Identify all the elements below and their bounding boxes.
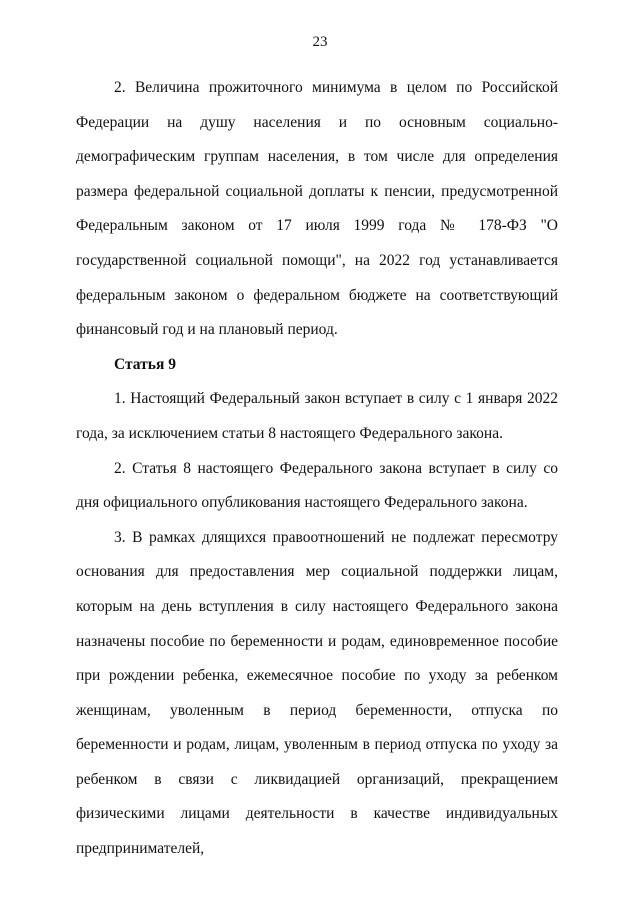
page-number: 23 — [312, 34, 328, 50]
section-2-paragraph: 2. Величина прожиточного минимума в целом по Российской Федерации на душу населения и по основным социально-демографическим группам населения, в том числе для определения размера федеральной социальной доплаты к пенсии, предусмотренной Федеральным законом от 17 июля 1999 года № 178-ФЗ "О государственной социальной помощи", на 2022 год устанавливается федеральным законом о федеральном бюджете на соответствующий финансовый год и на плановый период. — [76, 79, 558, 339]
document-body — [76, 71, 558, 867]
article-9-paragraph-1: 1. Настоящий Федеральный закон вступает в силу с 1 января 2022 года, за исключением статьи 8 настоящего Федерального закона. — [76, 390, 558, 442]
article-9-paragraph-2: 2. Статья 8 настоящего Федерального закона вступает в силу со дня официального опубликования настоящего Федерального закона. — [76, 459, 558, 512]
article-9-heading: Статья 9 — [114, 355, 176, 373]
article-9-paragraph-3: 3. В рамках длящихся правоотношений не подлежат пересмотру основания для предоставления мер социальной поддержки лицам, которым на день вступления в силу настоящего Федерального закона назначены пособие по беременности и родам, единовременное пособие при рождении ребенка, ежемесячное пособие по уходу за ребенком женщинам, уволенным в период беременности, отпуска по беременности и родам, лицам, уволенным в период отпуска по уходу за ребенком в связи с ликвидацией организаций, прекращением физическими лицами деятельности в качестве индивидуальных предпринимателей, — [76, 528, 558, 858]
